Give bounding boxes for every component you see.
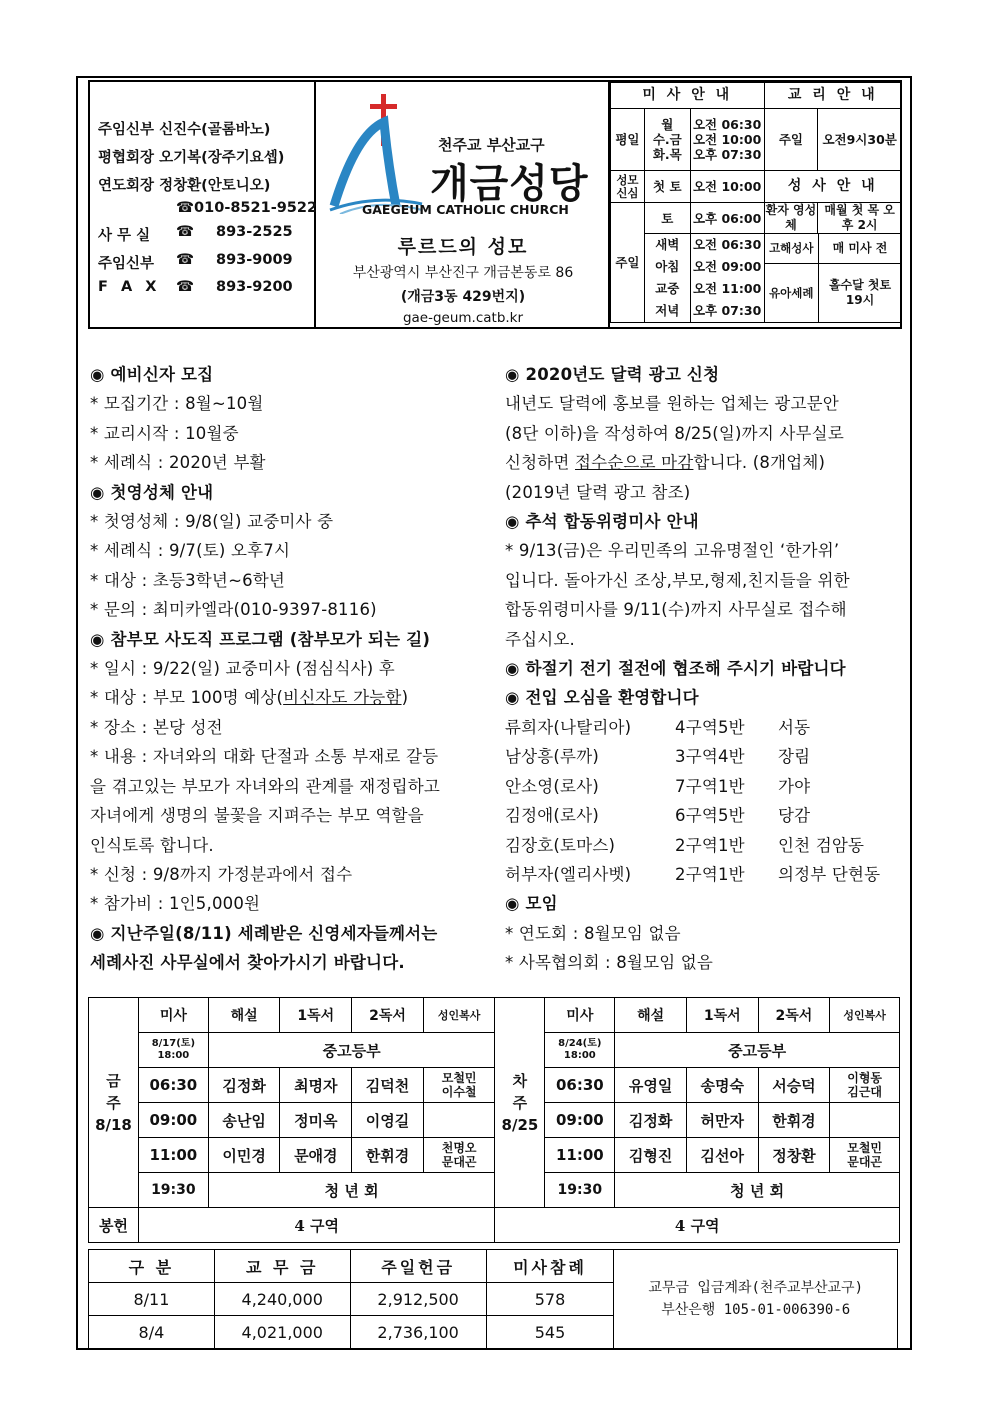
staff-council: 평협회장 오기복(장주기요셉) bbox=[98, 150, 285, 166]
roster-name: 허만자 bbox=[686, 1103, 758, 1138]
text-line: * 내용 : 자녀와의 대화 단절과 소통 부재로 갈등 bbox=[90, 747, 439, 767]
mobile-phone: ☎010-8521-9522 bbox=[176, 200, 318, 216]
section-heading: ◉ 하절기 전기 절전에 협조해 주시기 바랍니다 bbox=[505, 659, 846, 679]
section-heading: ◉ 2020년도 달력 광고 신청 bbox=[505, 365, 720, 384]
section-heading: ◉ 지난주일(8/11) 세례받은 신영세자들께서는 bbox=[90, 923, 438, 943]
text-line: 합동위령미사를 9/11(수)까지 사무실로 접수해 bbox=[505, 600, 847, 620]
roster-header: 성인복사 bbox=[423, 998, 495, 1033]
account-line1: 교무금 입금계좌(천주교부산교구) bbox=[648, 1280, 864, 1296]
roster-mass-time: 09:00 bbox=[545, 1103, 615, 1138]
roster-eve-group: 청 년 회 bbox=[615, 1173, 900, 1208]
finance-header: 미사참례 bbox=[486, 1250, 614, 1283]
newcomer-name: 남상흥(루까) bbox=[505, 747, 599, 767]
text-line: 자녀에게 생명의 불꽃을 지펴주는 부모 역할을 bbox=[90, 806, 424, 826]
pastor-phone: 893-9009 bbox=[216, 252, 293, 268]
fax-label: F A X bbox=[98, 279, 161, 295]
roster-name: 한휘경 bbox=[758, 1103, 830, 1138]
roster-mass-time: 06:30 bbox=[545, 1068, 615, 1103]
text-line: 신청하면 접수순으로 마감합니다. (8개업체) bbox=[505, 453, 826, 473]
newcomer-name: 안소영(로사) bbox=[505, 776, 599, 796]
sunday-mass-names: 새벽 아침 교중 저녁 bbox=[644, 234, 690, 323]
text-line: * 사목협의회 : 8월모임 없음 bbox=[505, 953, 714, 973]
finance-header: 주일헌금 bbox=[350, 1250, 486, 1283]
flower-this: 4 구역 bbox=[138, 1208, 495, 1243]
roster-header: 미사 bbox=[545, 998, 615, 1033]
finance-value: 2,736,100 bbox=[350, 1316, 486, 1349]
text-line: * 참가비 : 1인5,000원 bbox=[90, 894, 261, 914]
roster-header: 2독서 bbox=[758, 998, 830, 1033]
infant-time: 홀수달 첫토 19시 bbox=[828, 278, 892, 308]
roster-side-next: 차 주 8/25 bbox=[495, 998, 545, 1208]
roster-mass-time: 11:00 bbox=[545, 1138, 615, 1173]
text-line: * 모집기간 : 8월~10월 bbox=[90, 394, 264, 414]
church-english-name: GAEGEUM CATHOLIC CHURCH bbox=[362, 202, 569, 217]
section-heading: ◉ 예비신자 모집 bbox=[90, 365, 214, 384]
text-line: 을 겪고있는 부모가 자녀와의 관계를 재정립하고 bbox=[90, 776, 441, 796]
newcomer-district: 3구역4반 bbox=[675, 747, 745, 767]
roster-eve-time: 19:30 bbox=[138, 1173, 208, 1208]
website: gae-geum.catb.kr bbox=[402, 310, 524, 326]
roster-name: 서승덕 bbox=[758, 1068, 830, 1103]
roster-name: 모철민 이수철 bbox=[423, 1068, 495, 1103]
roster-name: 송명숙 bbox=[686, 1068, 758, 1103]
section-heading: ◉ 참부모 사도직 프로그램 (참부모가 되는 길) bbox=[90, 629, 431, 649]
newcomer-name: 허부자(엘리사벳) bbox=[505, 864, 632, 884]
newcomer-district: 4구역5반 bbox=[675, 717, 745, 737]
confess-time: 매 미사 전 bbox=[819, 234, 901, 264]
roster-name: 김정화 bbox=[208, 1068, 280, 1103]
church-logo-icon bbox=[326, 94, 426, 214]
catechism-title: 교 리 안 내 bbox=[764, 83, 901, 109]
flower-label: 봉헌 bbox=[89, 1208, 139, 1243]
newcomer-name: 김정애(로사) bbox=[505, 806, 599, 826]
finance-header: 교 무 금 bbox=[214, 1250, 350, 1283]
newcomer-name: 류희자(나탈리아) bbox=[505, 717, 632, 737]
account-info bbox=[614, 1250, 898, 1349]
liturgy-roster bbox=[88, 997, 900, 1243]
newcomer-district: 7구역1반 bbox=[675, 776, 745, 796]
newcomer-origin: 당감 bbox=[778, 806, 811, 826]
church-panel bbox=[316, 82, 610, 327]
roster-eve-group: 청 년 회 bbox=[208, 1173, 495, 1208]
right-column bbox=[505, 360, 910, 978]
section-heading: ◉ 전입 오심을 환영합니다 bbox=[505, 688, 699, 708]
text-line: * 대상 : 초등3학년~6학년 bbox=[90, 570, 286, 590]
address-line2: (개금3동 429번지) bbox=[400, 289, 526, 305]
roster-mass-time: 11:00 bbox=[138, 1138, 208, 1173]
roster-name: 유영일 bbox=[615, 1068, 687, 1103]
section-heading: 세례사진 사무실에서 찾아가시기 바랍니다. bbox=[90, 953, 405, 973]
fax-icon: ☎ bbox=[176, 279, 195, 295]
sacrament-title: 성 사 안 내 bbox=[764, 171, 901, 203]
text-line: * 장소 : 본당 성전 bbox=[90, 717, 223, 737]
address-line1: 부산광역시 부산진구 개금본동로 86 bbox=[352, 265, 574, 281]
roster-name: 모철민 문대곤 bbox=[830, 1138, 900, 1173]
newcomer-row bbox=[505, 860, 910, 889]
newcomer-district: 2구역1반 bbox=[675, 864, 745, 884]
weekday-times: 오전 06:30 오전 10:00 오후 07:30 bbox=[690, 109, 764, 171]
roster-sat-group: 중고등부 bbox=[208, 1033, 495, 1068]
text-line: * 첫영성체 : 9/8(일) 교중미사 중 bbox=[90, 512, 334, 532]
office-label: 사 무 실 bbox=[98, 228, 151, 244]
roster-mass-time: 09:00 bbox=[138, 1103, 208, 1138]
newcomer-district: 6구역5반 bbox=[675, 806, 745, 826]
underlined-text: 접수순으로 마감 bbox=[575, 453, 694, 473]
account-line2: 부산은행 105-01-006390-6 bbox=[661, 1302, 851, 1318]
church-name: 개금성당 bbox=[430, 161, 589, 207]
roster-name: 김덕천 bbox=[352, 1068, 424, 1103]
roster-name: 김정화 bbox=[615, 1103, 687, 1138]
roster-header: 성인복사 bbox=[830, 998, 900, 1033]
newcomer-origin: 장림 bbox=[778, 747, 811, 767]
text-line: 입니다. 돌아가신 조상,부모,형제,친지들을 위한 bbox=[505, 570, 850, 590]
catechism-time: 오전9시30분 bbox=[818, 109, 902, 171]
mother-day: 첫 토 bbox=[644, 171, 690, 203]
office-phone: 893-2525 bbox=[216, 224, 293, 240]
roster-name bbox=[830, 1103, 900, 1138]
newcomer-origin: 가야 bbox=[778, 776, 811, 796]
roster-header: 해설 bbox=[615, 998, 687, 1033]
section-heading: ◉ 첫영성체 안내 bbox=[90, 482, 214, 502]
staff-panel bbox=[90, 82, 316, 327]
newcomer-origin: 서동 bbox=[778, 717, 811, 737]
sunday-label: 주일 bbox=[611, 203, 645, 323]
newcomer-row bbox=[505, 772, 910, 801]
roster-name: 이형동 김근대 bbox=[830, 1068, 900, 1103]
weekday-label: 평일 bbox=[611, 109, 645, 171]
infant-label: 유아세례 bbox=[765, 264, 819, 322]
roster-name: 문애경 bbox=[280, 1138, 352, 1173]
section-heading: ◉ 추석 합동위령미사 안내 bbox=[505, 512, 699, 532]
fax-phone: 893-9200 bbox=[216, 279, 293, 295]
text-line: 내년도 달력에 홍보를 원하는 업체는 광고문안 bbox=[505, 394, 839, 414]
newcomer-row bbox=[505, 831, 910, 860]
mass-title: 미 사 안 내 bbox=[611, 83, 765, 109]
newcomer-row bbox=[505, 713, 910, 742]
finance-value: 578 bbox=[486, 1283, 614, 1316]
text-line: * 대상 : 부모 100명 예상(비신자도 가능함) bbox=[90, 688, 409, 708]
mass-schedule bbox=[610, 82, 902, 323]
phone-icon: ☎ bbox=[176, 252, 195, 268]
diocese-name: 천주교 부산교구 bbox=[438, 136, 545, 154]
finance-header: 구 분 bbox=[89, 1250, 215, 1283]
roster-sat-group: 중고등부 bbox=[615, 1033, 900, 1068]
underlined-text: 비신자도 가능함 bbox=[283, 688, 402, 708]
roster-header: 해설 bbox=[208, 998, 280, 1033]
text-line: * 세례식 : 2020년 부활 bbox=[90, 453, 266, 473]
finance-value: 2,912,500 bbox=[350, 1283, 486, 1316]
text-line: * 연도회 : 8월모임 없음 bbox=[505, 923, 681, 943]
roster-name: 정창환 bbox=[758, 1138, 830, 1173]
staff-pastor: 주임신부 신진수(골롬바노) bbox=[98, 122, 271, 138]
text-line: 주십시오. bbox=[505, 629, 576, 649]
patron-saint: 루르드의 성모 bbox=[397, 236, 529, 258]
sat-time: 오후 06:00 bbox=[690, 203, 764, 234]
newcomer-name: 김장호(토마스) bbox=[505, 835, 616, 855]
roster-side-this: 금 주 8/18 bbox=[89, 998, 139, 1208]
text-line: (2019년 달력 광고 참조) bbox=[505, 482, 691, 502]
finance-date: 8/11 bbox=[89, 1283, 215, 1316]
text-line: * 신청 : 9/8까지 가정분과에서 접수 bbox=[90, 864, 353, 884]
roster-sat-time: 8/24(토) 18:00 bbox=[545, 1033, 615, 1068]
sacrament-details bbox=[764, 234, 901, 323]
roster-name bbox=[423, 1103, 495, 1138]
roster-name: 이영길 bbox=[352, 1103, 424, 1138]
finance-value: 4,021,000 bbox=[214, 1316, 350, 1349]
roster-name: 김선아 bbox=[686, 1138, 758, 1173]
roster-header: 1독서 bbox=[280, 998, 352, 1033]
roster-eve-time: 19:30 bbox=[545, 1173, 615, 1208]
roster-name: 최명자 bbox=[280, 1068, 352, 1103]
roster-mass-time: 06:30 bbox=[138, 1068, 208, 1103]
text-line: (8단 이하)을 작성하여 8/25(일)까지 사무실로 bbox=[505, 423, 844, 443]
roster-header: 미사 bbox=[138, 998, 208, 1033]
weekday-days: 월 수.금 화.목 bbox=[644, 109, 690, 171]
mother-time: 오전 10:00 bbox=[690, 171, 764, 203]
roster-name: 이민경 bbox=[208, 1138, 280, 1173]
newcomer-row bbox=[505, 742, 910, 771]
header-box bbox=[88, 80, 902, 329]
sick-time: 매월 첫 목 오후 2시 bbox=[818, 203, 902, 234]
sunday-mass-times: 오전 06:30 오전 09:00 오전 11:00 오후 07:30 bbox=[690, 234, 764, 323]
finance-value: 4,240,000 bbox=[214, 1283, 350, 1316]
text-line: * 교리시작 : 10월중 bbox=[90, 423, 239, 443]
newcomer-origin: 인천 검암동 bbox=[778, 835, 865, 855]
section-heading: ◉ 모임 bbox=[505, 894, 558, 914]
finance-date: 8/4 bbox=[89, 1316, 215, 1349]
roster-name: 천명오 문대곤 bbox=[423, 1138, 495, 1173]
finance-table bbox=[88, 1249, 898, 1349]
mother-label: 성모 신심 bbox=[611, 171, 645, 203]
text-line: 인식토록 합니다. bbox=[90, 835, 214, 855]
sat-label: 토 bbox=[644, 203, 690, 234]
text-line: * 문의 : 최미카엘라(010-9397-8116) bbox=[90, 600, 377, 620]
staff-yeondo: 연도회장 정창환(안토니오) bbox=[98, 178, 271, 194]
roster-name: 송난임 bbox=[208, 1103, 280, 1138]
roster-name: 김형진 bbox=[615, 1138, 687, 1173]
text-line: * 일시 : 9/22(일) 교중미사 (점심식사) 후 bbox=[90, 659, 395, 679]
roster-header: 1독서 bbox=[686, 998, 758, 1033]
sick-label: 환자 영성체 bbox=[765, 203, 817, 232]
confess-label: 고해성사 bbox=[765, 234, 819, 264]
newcomer-row bbox=[505, 801, 910, 830]
roster-name: 한휘경 bbox=[352, 1138, 424, 1173]
pastor-label: 주임신부 bbox=[98, 256, 155, 272]
roster-name: 정미옥 bbox=[280, 1103, 352, 1138]
finance-value: 545 bbox=[486, 1316, 614, 1349]
newcomer-origin: 의정부 단현동 bbox=[778, 864, 881, 884]
catechism-day: 주일 bbox=[764, 109, 818, 171]
phone-icon: ☎ bbox=[176, 224, 195, 240]
newcomer-district: 2구역1반 bbox=[675, 835, 745, 855]
text-line: * 세례식 : 9/7(토) 오후7시 bbox=[90, 541, 291, 561]
flower-next: 4 구역 bbox=[495, 1208, 900, 1243]
roster-sat-time: 8/17(토) 18:00 bbox=[138, 1033, 208, 1068]
roster-header: 2독서 bbox=[352, 998, 424, 1033]
left-column bbox=[90, 360, 495, 978]
text-line: * 9/13(금)은 우리민족의 고유명절인 ‘한가위’ bbox=[505, 541, 840, 561]
